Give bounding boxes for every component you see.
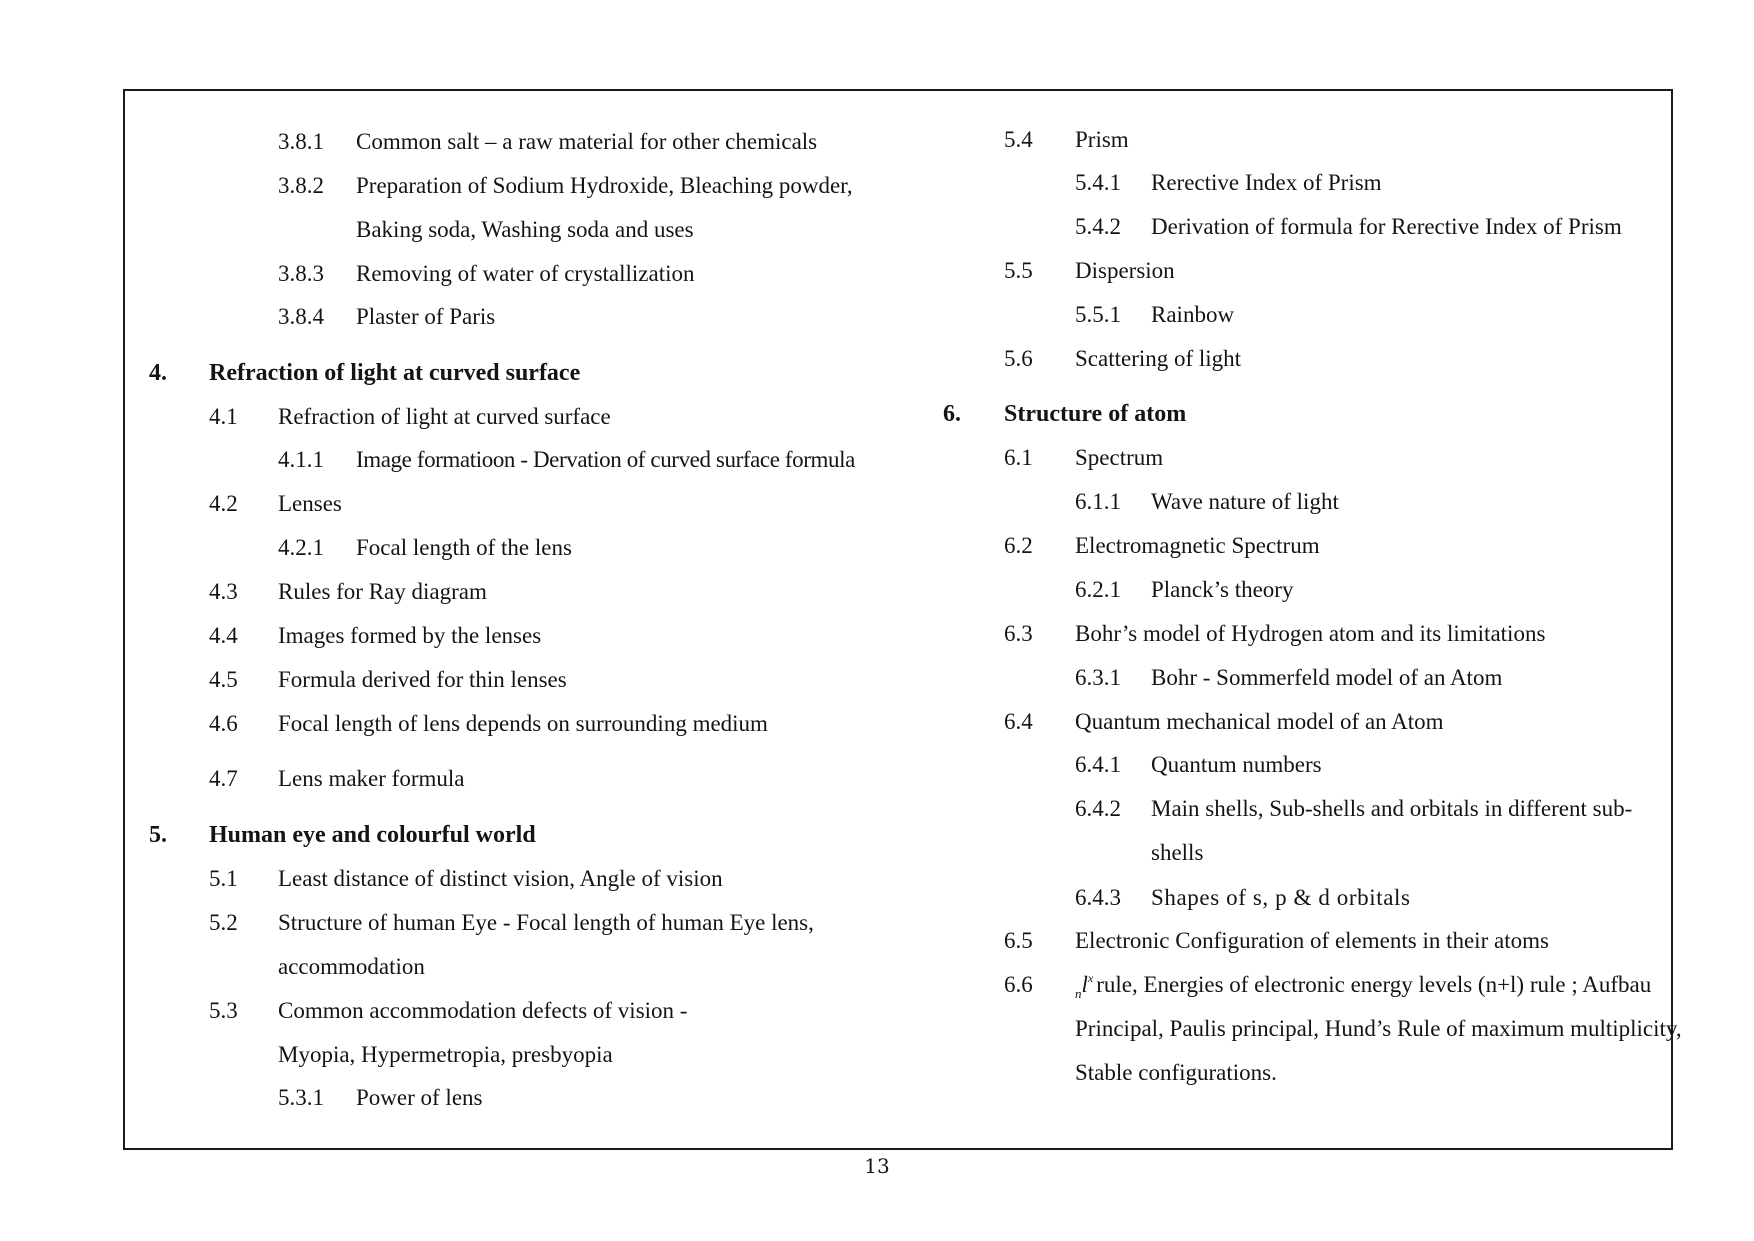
entry-title: Electromagnetic Spectrum [1075, 533, 1320, 558]
entry-number: 3.8.1 [278, 129, 324, 154]
entry-title-continued: shells [1151, 840, 1204, 865]
entry-title: Electronic Configuration of elements in their atoms [1075, 928, 1549, 953]
entry-number: 6.2 [1004, 533, 1033, 558]
entry-title: Lenses [278, 491, 342, 516]
entry-number: 4.1 [209, 404, 238, 429]
entry-number: 5.5 [1004, 258, 1033, 283]
formula-subscript: n [1075, 986, 1082, 1001]
entry-title: Derivation of formula for Rerective Index of Prism [1151, 214, 1622, 239]
chapter-title: Human eye and colourful world [209, 822, 536, 848]
entry-number: 4.1.1 [278, 447, 324, 472]
entry-title: Removing of water of crystallization [356, 261, 695, 286]
entry-number: 6.4.3 [1075, 885, 1121, 910]
entry-number: 4.5 [209, 667, 238, 692]
entry-number: 5.2 [209, 910, 238, 935]
entry-number: 4.2 [209, 491, 238, 516]
entry-number: 6.4.1 [1075, 752, 1121, 777]
entry-title: Wave nature of light [1151, 489, 1339, 514]
entry-title: Bohr - Sommerfeld model of an Atom [1151, 665, 1503, 690]
entry-title-continued: Principal, Paulis principal, Hund’s Rule of maximum multiplicity, [1075, 1016, 1682, 1041]
entry-title: Spectrum [1075, 445, 1164, 470]
entry-title-continued: accommodation [278, 954, 425, 979]
chapter-title: Structure of atom [1004, 401, 1187, 427]
chapter-number: 4. [149, 360, 167, 386]
entry-title: Rules for Ray diagram [278, 579, 487, 604]
right-column [915, 91, 1682, 1148]
entry-number: 6.3 [1004, 621, 1033, 646]
entry-title: Focal length of the lens [356, 535, 572, 560]
entry-title: Focal length of lens depends on surrounding medium [278, 711, 768, 736]
entry-title: Common accommodation defects of vision - [278, 998, 688, 1023]
entry-title: Formula derived for thin lenses [278, 667, 567, 692]
entry-number: 6.1.1 [1075, 489, 1121, 514]
entry-number: 5.4.1 [1075, 170, 1121, 195]
entry-title-continued: Baking soda, Washing soda and uses [356, 217, 694, 242]
entry-number: 6.4 [1004, 709, 1033, 734]
entry-title: Quantum numbers [1151, 752, 1322, 777]
entry-title: Lens maker formula [278, 766, 465, 791]
entry-number: 6.4.2 [1075, 796, 1121, 821]
entry-number: 5.4 [1004, 127, 1033, 152]
entry-number: 5.5.1 [1075, 302, 1121, 327]
entry-title: Image formatioon - Dervation of curved surface formula [356, 447, 855, 472]
chapter-title: Refraction of light at curved surface [209, 360, 581, 386]
entry-title-continued: Myopia, Hypermetropia, presbyopia [278, 1042, 613, 1067]
entry-title: Plaster of Paris [356, 304, 496, 329]
entry-title: Prism [1075, 127, 1129, 152]
entry-title: Images formed by the lenses [278, 623, 542, 648]
entry-number: 6.5 [1004, 928, 1033, 953]
entry-title: Planck’s theory [1151, 577, 1294, 602]
entry-number: 5.1 [209, 866, 238, 891]
entry-title: Quantum mechanical model of an Atom [1075, 709, 1444, 734]
entry-title: Preparation of Sodium Hydroxide, Bleaching powder, [356, 173, 853, 198]
entry-number: 5.3 [209, 998, 238, 1023]
entry-number: 5.3.1 [278, 1085, 324, 1110]
entry-number: 4.3 [209, 579, 238, 604]
entry-number: 5.4.2 [1075, 214, 1121, 239]
entry-number: 4.7 [209, 766, 238, 791]
page-number: 13 [864, 1154, 890, 1178]
entry-number: 3.8.3 [278, 261, 324, 286]
entry-number: 4.6 [209, 711, 238, 736]
entry-title: Common salt – a raw material for other chemicals [356, 129, 818, 154]
entry-number: 3.8.4 [278, 304, 324, 329]
entry-title: Main shells, Sub-shells and orbitals in different sub- [1151, 796, 1633, 821]
entry-title: Dispersion [1075, 258, 1175, 283]
entry-number: 6.1 [1004, 445, 1033, 470]
entry-title: Scattering of light [1075, 346, 1242, 371]
entry-number: 4.4 [209, 623, 238, 648]
chapter-number: 5. [149, 822, 167, 848]
entry-title-text: rule, Energies of electronic energy levels (n+l) rule ; Aufbau [1096, 972, 1652, 997]
entry-title: Power of lens [356, 1085, 483, 1110]
entry-number: 6.3.1 [1075, 665, 1121, 690]
entry-title [1075, 970, 1651, 1003]
entry-number: 5.6 [1004, 346, 1033, 371]
entry-title: Rainbow [1151, 302, 1235, 327]
entry-number: 4.2.1 [278, 535, 324, 560]
formula-n-l-x [1075, 971, 1096, 1001]
entry-title: Shapes of s, p & d orbitals [1151, 885, 1411, 910]
entry-number: 6.6 [1004, 972, 1033, 997]
entry-title: Least distance of distinct vision, Angle of vision [278, 866, 723, 891]
entry-number: 6.2.1 [1075, 577, 1121, 602]
left-column [125, 91, 915, 1148]
entry-number: 3.8.2 [278, 173, 324, 198]
formula-main: l [1081, 972, 1088, 997]
entry-title: Refraction of light at curved surface [278, 404, 611, 429]
contents-frame [123, 89, 1682, 1150]
entry-title: Rerective Index of Prism [1151, 170, 1382, 195]
chapter-number: 6. [943, 401, 961, 427]
entry-title-continued-2: Stable configurations. [1075, 1060, 1277, 1085]
entry-title: Structure of human Eye - Focal length of human Eye lens, [278, 910, 814, 935]
formula-superscript: x [1087, 971, 1094, 985]
entry-title: Bohr’s model of Hydrogen atom and its limitations [1075, 621, 1546, 646]
